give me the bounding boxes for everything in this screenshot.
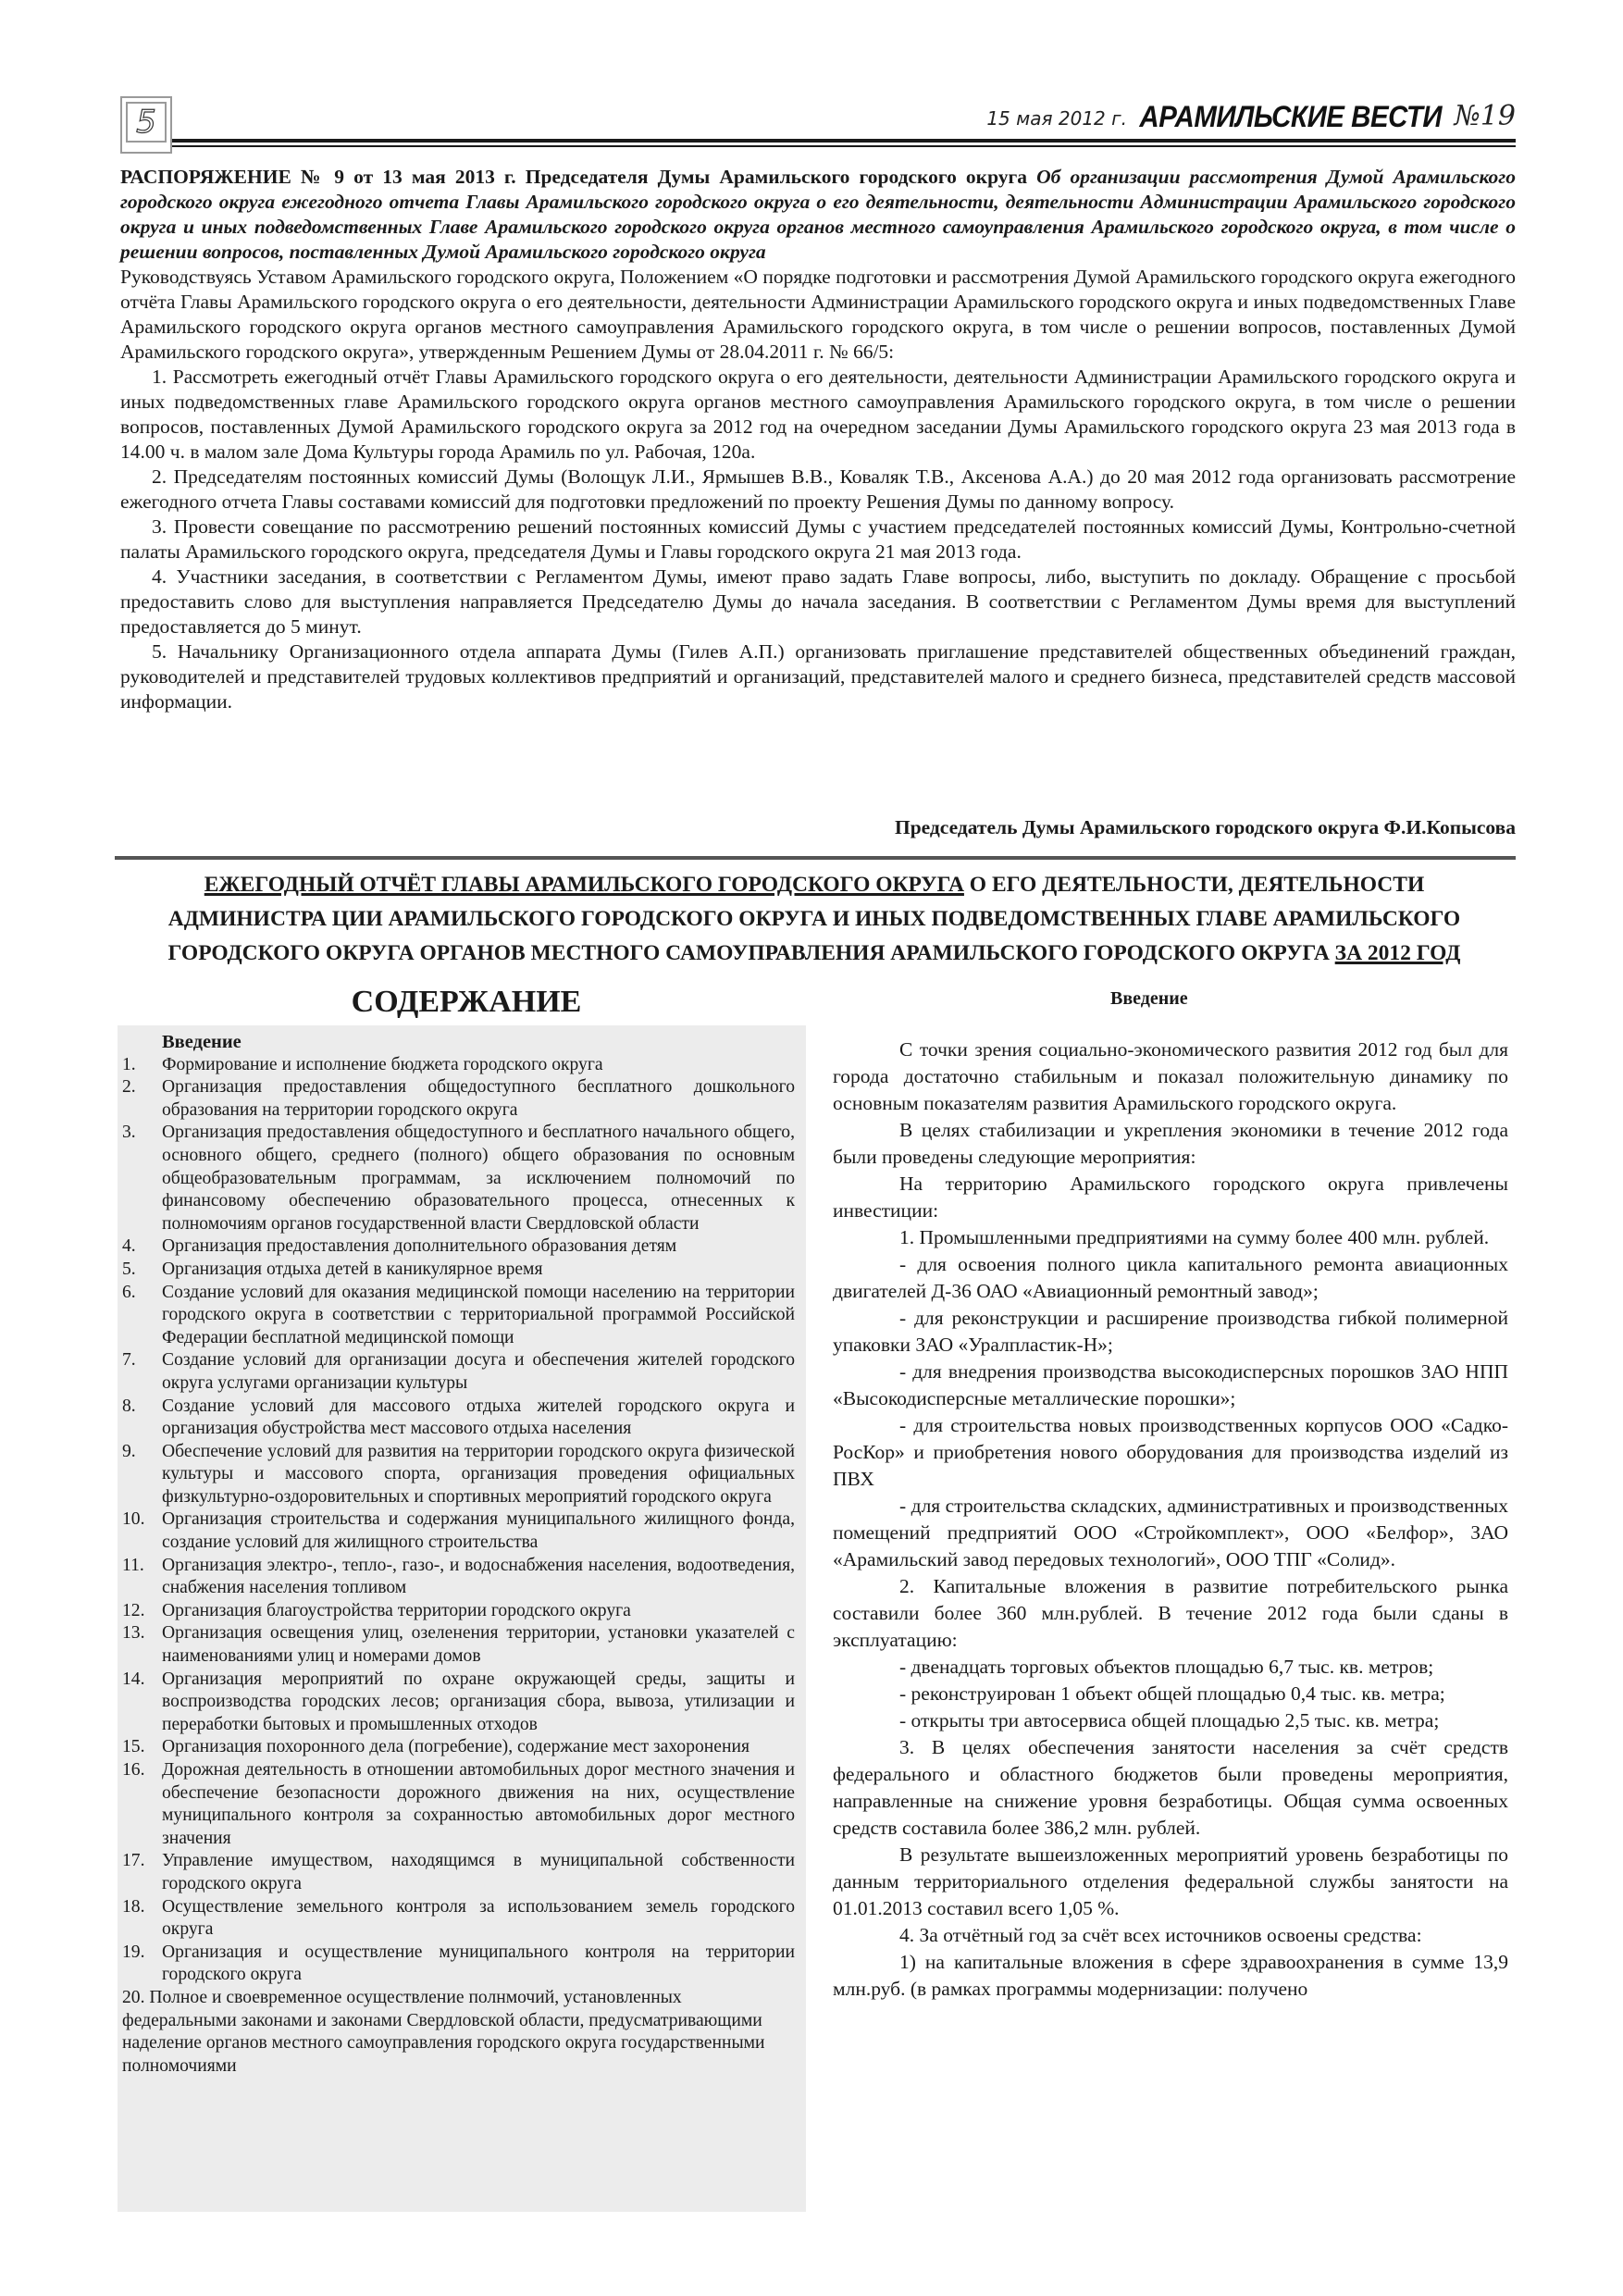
report-title	[130, 868, 1499, 971]
intro-paragraph: - для строительства новых производственных корпусов ООО «Садко-РосКор» и приобретения нового оборудования для производства изделий из ПВХ	[833, 1414, 1508, 1490]
contents-item	[122, 1850, 795, 1895]
order-item: 1. Рассмотреть ежегодный отчёт Главы Арамильского городского округа о его деятельности, деятельности Администрации Арамильского городского округа и иных подведомственных главе Арамильского городского округа органов местного самоуправления Арамильского городского округа, в том числе о решении вопросов, поставленных Думой Арамильского городского округа за 2012 год на очередном заседании Думы Арамильского городского округа 23 мая 2013 года в 14.00 ч. в малом зале Дома Культуры города Арамиль по ул. Рабочая, 120а.	[120, 366, 1516, 463]
contents-item	[122, 1054, 795, 1077]
intro-paragraph: С точки зрения социально-экономического развития 2012 год был для города достаточно стабильным и показал положительную динамику по основным показателям развития Арамильского городского округа.	[833, 1038, 1508, 1114]
order-prefix: РАСПОРЯЖЕНИЕ № 9 от 13 мая 2013 г. Председателя Думы Арамильского городского округа	[120, 166, 1028, 188]
contents-item	[122, 1759, 795, 1850]
contents-item-number: 11.	[122, 1555, 144, 1575]
contents-item-text: Организация отдыха детей в каникулярное время	[162, 1259, 543, 1279]
intro-paragraph: 1) на капитальные вложения в сфере здравоохранения в сумме 13,9 млн.руб. (в рамках программы модернизации: получено	[833, 1951, 1508, 2000]
contents-item	[122, 1622, 795, 1668]
contents-item-text: Организация электро-, тепло-, газо-, и водоснабжения населения, водоотведения, снабжения населения топливом	[162, 1555, 795, 1598]
contents-item-number: 13.	[122, 1623, 145, 1644]
contents-item	[122, 1736, 795, 1759]
contents-item-text: Организация предоставления дополнительного образования детям	[162, 1236, 677, 1257]
intro-paragraph: 3. В целях обеспечения занятости населения за счёт средств федерального и областного бюджетов были проведены мероприятия, направленные на снижение уровня безработицы. Общая сумма освоенных средств составила более 386,2 млн. рублей.	[833, 1736, 1508, 1839]
order-item: 5. Начальнику Организационного отдела аппарата Думы (Гилев А.П.) организовать приглашение представителей общественных объединений граждан, руководителей и представителей трудовых коллективов предприятий и организаций, представителей малого и среднего бизнеса, представителей средств массовой информации.	[120, 640, 1516, 713]
contents-item-number: 4.	[122, 1236, 136, 1257]
contents-item-number: 18.	[122, 1896, 145, 1917]
intro-paragraph: 2. Капитальные вложения в развитие потребительского рынка составили более 360 млн.рублей. В течение 2012 года были сданы в эксплуатацию:	[833, 1575, 1508, 1651]
report-title-part2: О ЕГО ДЕЯТЕЛЬНОСТИ, ДЕЯТЕЛЬНОСТИ АДМИНИСТРА ЦИИ АРАМИЛЬСКОГО ГОРОДСКОГО ОКРУГА И ИНЫХ ПОДВЕДОМСТВЕННЫХ ГЛАВЕ АРАМИЛЬСКОГО ГОРОДСКОГО ОКРУГА ОРГАНОВ МЕСТНОГО САМОУПРАВЛЕНИЯ АРАМИЛЬСКОГО ГОРОДСКОГО ОКРУГА	[167, 873, 1461, 965]
contents-item-number: 15.	[122, 1737, 145, 1757]
contents-item-number: 10.	[122, 1509, 145, 1530]
contents-item-text: Организация мероприятий по охране окружающей среды, защиты и воспроизводства городских лесов; организация сбора, вывоза, утилизации и переработки бытовых и промышленных отходов	[162, 1669, 795, 1734]
order-item: 3. Провести совещание по рассмотрению решений постоянных комиссий Думы с участием председателей постоянных комиссий Думы, Контрольно-счетной палаты Арамильского городского округа, председателя Думы и Главы городского округа 21 мая 2013 года.	[120, 515, 1516, 563]
contents-item	[122, 1508, 795, 1554]
contents-heading: СОДЕРЖАНИЕ	[351, 985, 582, 1019]
contents-item	[122, 1896, 795, 1942]
contents-list	[122, 1031, 795, 2078]
contents-item	[122, 1235, 795, 1259]
intro-paragraph: На территорию Арамильского городского округа привлечены инвестиции:	[833, 1173, 1508, 1222]
contents-item-number: 7.	[122, 1350, 136, 1371]
contents-item-number: 6.	[122, 1282, 136, 1302]
contents-item-number: 12.	[122, 1600, 145, 1620]
issue-number: №19	[1454, 100, 1516, 132]
section-divider	[115, 856, 1516, 860]
contents-item	[122, 1122, 795, 1235]
intro-paragraph: - реконструирован 1 объект общей площадью 0,4 тыс. кв. метра;	[899, 1682, 1445, 1705]
page-number-box	[120, 96, 172, 154]
contents-item-number: 17.	[122, 1851, 145, 1871]
contents-item-number: 19.	[122, 1942, 145, 1962]
order-subject: Об организации рассмотрения Думой Арамильского городского округа ежегодного отчета Главы Арамильского городского округа о его деятельности, деятельности Администрации Арамильского городского округа и иных подведомственных Главе Арамильского городского округа органов местного самоуправления Арамильского городского округа, в том числе о решении вопросов, поставленных Думой Арамильского городского округа	[120, 166, 1516, 263]
intro-heading: Введение	[1110, 988, 1188, 1009]
intro-paragraph: - для реконструкции и расширение производства гибкой полимерной упаковки ЗАО «Уралпластик-Н»;	[833, 1307, 1508, 1356]
contents-item-number: 1.	[122, 1054, 136, 1074]
contents-item-number: 16.	[122, 1760, 145, 1780]
contents-item-text: Организация предоставления общедоступного и бесплатного начального общего, основного общего, среднего (полного) общего образования по основным общеобразовательным программам, за исключением полномочий по финансовому обеспечению образовательного процесса, отнесенных к полномочиям органов государственной власти Свердловской области	[162, 1123, 795, 1234]
page-header	[120, 96, 1516, 154]
intro-paragraph: 4. За отчётный год за счёт всех источников освоены средства:	[899, 1924, 1422, 1946]
intro-paragraph: - для освоения полного цикла капитального ремонта авиационных двигателей Д-36 ОАО «Авиационный ремонтный завод»;	[833, 1253, 1508, 1302]
contents-item-text: Дорожная деятельность в отношении автомобильных дорог местного значения и обеспечение безопасности дорожного движения на них, осуществление муниципального контроля за сохранностью автомобильных дорог местного значения	[162, 1760, 795, 1848]
contents-item-text: Организация предоставления общедоступного бесплатного дошкольного образования на территории городского округа	[162, 1077, 795, 1120]
intro-body	[833, 1036, 1508, 2003]
report-title-part3: ЗА 2012 ГОД	[1334, 941, 1461, 965]
contents-item-number: 8.	[122, 1396, 136, 1416]
intro-paragraph: - для строительства складских, административных и производственных помещений предприятий ООО «Стройкомплект», ООО «Белфор», ЗАО «Арамильский завод передовых технологий», ООО ТПГ «Солид».	[833, 1495, 1508, 1570]
order-title	[120, 165, 1516, 265]
contents-item	[122, 1669, 795, 1737]
contents-item	[122, 1942, 795, 1987]
contents-item	[122, 1396, 795, 1441]
contents-item	[122, 1076, 795, 1122]
contents-item-text: Формирование и исполнение бюджета городского округа	[162, 1054, 603, 1074]
order-signature: Председатель Думы Арамильского городского округа Ф.И.Копысова	[894, 816, 1516, 838]
contents-item	[122, 1600, 795, 1623]
intro-paragraph: - открыты три автосервиса общей площадью 2,5 тыс. кв. метра;	[899, 1709, 1440, 1731]
issue-date: 15 мая 2012 г.	[986, 107, 1127, 130]
contents-item-text: Обеспечение условий для развития на территории городского округа физической культуры и массового спорта, организация проведения официальных физкультурно-оздоровительных и спортивных мероприятий городского округа	[162, 1441, 795, 1507]
contents-item-text: Организация строительства и содержания муниципального жилищного фонда, создание условий для жилищного строительства	[162, 1509, 795, 1553]
page-number: 5	[126, 102, 167, 143]
contents-item-number: 2.	[122, 1077, 136, 1098]
intro-paragraph: - двенадцать торговых объектов площадью 6,7 тыс. кв. метров;	[899, 1656, 1434, 1678]
contents-item-number: 3.	[122, 1123, 136, 1143]
header-rule-thin	[172, 145, 1516, 147]
contents-item-text: Создание условий для организации досуга и обеспечения жителей городского округа услугами организации культуры	[162, 1350, 795, 1393]
contents-item-text: Управление имуществом, находящимся в муниципальной собственности городского округа	[162, 1851, 795, 1893]
contents-item-text: Организация и осуществление муниципального контроля на территории городского округа	[162, 1942, 795, 1985]
contents-item-text: Организация благоустройства территории городского округа	[162, 1600, 631, 1620]
intro-paragraph: - для внедрения производства высокодисперсных порошков ЗАО НПП «Высокодисперсные металлические порошки»;	[833, 1360, 1508, 1409]
header-rule	[172, 139, 1516, 143]
intro-paragraph: В целях стабилизации и укрепления экономики в течение 2012 года были проведены следующие мероприятия:	[833, 1119, 1508, 1168]
contents-item-number: 5.	[122, 1259, 136, 1279]
intro-paragraph: В результате вышеизложенных мероприятий уровень безработицы по данным территориального отделения федеральной службы занятости на 01.01.2013 составил всего 1,05 %.	[833, 1843, 1508, 1919]
contents-item-number: 14.	[122, 1669, 145, 1689]
contents-item	[122, 1441, 795, 1509]
order-preamble: Руководствуясь Уставом Арамильского городского округа, Положением «О порядке подготовки и рассмотрения Думой Арамильского городского округа ежегодного отчёта Главы Арамильского городского округа о его деятельности, деятельности Администрации Арамильского городского округа и иных подведомственных Главе Арамильского городского округа органов местного самоуправления Арамильского городского округа, в том числе о решении вопросов, поставленных Думой Арамильского городского округа», утвержденным Решением Думы от 28.04.2011 г. № 66/5:	[120, 266, 1516, 363]
contents-item-text: Полное и своевременное осуществление полнмочий, установленных федеральными законами и законами Свердловской области, предусматривающими наделение органов местного самоуправления городского округа государственными полномочиями	[122, 1987, 765, 2076]
contents-intro: Введение	[162, 1032, 242, 1052]
contents-item	[122, 1259, 795, 1282]
contents-item-text: Создание условий для оказания медицинской помощи населению на территории городского округа в соответствии с территориальной программой Российской Федерации бесплатной медицинской помощи	[162, 1282, 795, 1347]
contents-item	[122, 1349, 795, 1395]
intro-paragraph: 1. Промышленными предприятиями на сумму более 400 млн. рублей.	[899, 1226, 1490, 1248]
contents-item-text: Организация освещения улиц, озеленения территории, установки указателей с наименованиями улиц и номерами домов	[162, 1623, 795, 1667]
contents-item	[122, 1282, 795, 1350]
newspaper-title: АРАМИЛЬСКИЕ ВЕСТИ	[1139, 100, 1442, 133]
contents-item	[122, 1555, 795, 1600]
order-item: 2. Председателям постоянных комиссий Думы (Волощук Л.И., Ярмышев В.В., Коваляк Т.В., Аксенова А.А.) до 20 мая 2012 года организовать рассмотрение ежегодного отчета Главы составами комиссий для подготовки предложений по проекту Решения Думы по данному вопросу.	[120, 465, 1516, 513]
contents-item-text: Осуществление земельного контроля за использованием земель городского округа	[162, 1896, 795, 1940]
report-title-part1: ЕЖЕГОДНЫЙ ОТЧЁТ ГЛАВЫ АРАМИЛЬСКОГО ГОРОДСКОГО ОКРУГА	[204, 873, 964, 897]
contents-item	[122, 1987, 795, 2078]
contents-item-number: 9.	[122, 1441, 136, 1461]
order-item: 4. Участники заседания, в соответствии с Регламентом Думы, имеют право задать Главе вопросы, либо, выступить по докладу. Обращение с просьбой предоставить слово для выступления направляется Председателю Думы до начала заседания. В соответствии с Регламентом Думы время для выступлений предоставляется до 5 минут.	[120, 565, 1516, 638]
contents-item-text: Организация похоронного дела (погребение), содержание мест захоронения	[162, 1737, 750, 1757]
contents-item-text: Создание условий для массового отдыха жителей городского округа и организация обустройства мест массового отдыха населения	[162, 1396, 795, 1439]
contents-item-number: 20.	[122, 1987, 145, 2007]
order-section	[120, 165, 1516, 714]
